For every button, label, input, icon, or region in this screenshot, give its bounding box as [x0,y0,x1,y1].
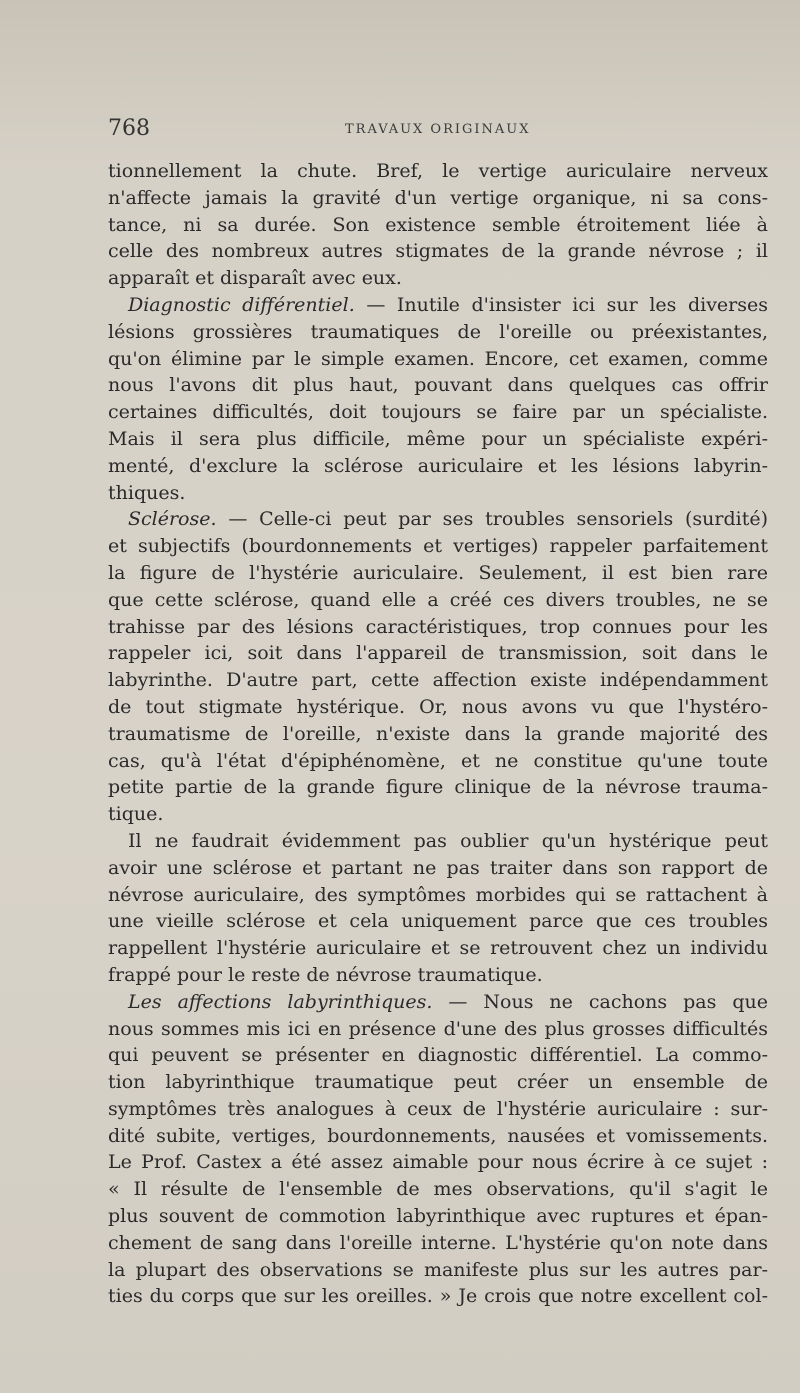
section-heading: Diagnostic différentiel. [128,293,355,316]
text-line [108,935,768,962]
line-text: avoir une sclérose et partant ne pas traiter dans son rapport de [108,856,768,879]
line-text: certaines difficultés, doit toujours se faire par un spécialiste. [108,401,768,424]
line-text: Il ne faudrait évidemment pas oublier qu'un hystérique peut [128,829,768,852]
line-text: nous l'avons dit plus haut, pouvant dans quelques cas offrir [108,374,768,397]
line-text: la plupart des observations se manifeste plus sur les autres par- [108,1258,768,1281]
line-text: nous sommes mis ici en présence d'une des plus grosses difficultés [108,1017,768,1040]
text-line [108,1123,768,1150]
text-line [108,185,768,212]
line-text: de tout stigmate hystérique. Or, nous avons vu que l'hystéro- [108,695,768,718]
text-line [108,238,768,265]
line-text: symptômes très analogues à ceux de l'hystérie auriculaire : sur- [108,1097,768,1120]
line-text: qui peuvent se présenter en diagnostic différentiel. La commo- [108,1044,768,1067]
line-text: Mais il sera plus difficile, même pour un spécialiste expéri- [108,427,768,450]
line-text: « Il résulte de l'ensemble de mes observations, qu'il s'agit le [108,1178,768,1201]
text-line [108,560,768,587]
text-line [108,453,768,480]
line-text: tionnellement la chute. Bref, le vertige auriculaire nerveux [108,160,768,182]
text-line [108,855,768,882]
text-line [108,908,768,935]
text-line [108,1257,768,1284]
running-title: TRAVAUX ORIGINAUX [345,122,531,137]
line-text: que cette sclérose, quand elle a créé ces divers troubles, ne se [108,588,768,611]
line-text: — Nous ne cachons pas que [432,990,768,1013]
text-line [108,426,768,453]
line-text: la figure de l'hystérie auriculaire. Seulement, il est bien rare [108,561,768,584]
text-line [108,292,768,319]
text-line [108,158,768,185]
text-line [108,1096,768,1123]
line-text: celle des nombreux autres stigmates de la grande névrose ; il [108,240,768,263]
line-text: Le Prof. Castex a été assez aimable pour nous écrire à ce sujet : [108,1151,768,1174]
text-line [108,372,768,399]
section-heading: Sclérose. [128,508,217,531]
text-line [108,667,768,694]
line-text: rappeler ici, soit dans l'appareil de transmission, soit dans le [108,642,768,665]
line-text: apparaît et disparaît avec eux. [108,267,402,290]
text-line [108,694,768,721]
line-text: menté, d'exclure la sclérose auriculaire et les lésions labyrin- [108,454,768,477]
body-text [108,158,768,1310]
text-line [108,506,768,533]
text-line [108,721,768,748]
line-text: petite partie de la grande figure clinique de la névrose trauma- [108,776,768,799]
text-line [108,1149,768,1176]
line-text: qu'on élimine par le simple examen. Encore, cet examen, comme [108,347,768,370]
page-header [108,116,768,146]
text-line [108,1016,768,1043]
line-text: et subjectifs (bourdonnements et vertiges) rappeler parfaitement [108,535,768,558]
line-text: tance, ni sa durée. Son existence semble étroitement liée à [108,213,768,236]
text-line [108,640,768,667]
text-line [108,399,768,426]
line-text: traumatisme de l'oreille, n'existe dans la grande majorité des [108,722,768,745]
line-text: une vieille sclérose et cela uniquement parce que ces troubles [108,910,768,933]
text-line [108,828,768,855]
line-text: — Inutile d'insister ici sur les diverses [354,293,768,316]
text-line [108,1176,768,1203]
text-line [108,212,768,239]
line-text: lésions grossières traumatiques de l'oreille ou préexistantes, [108,320,768,343]
text-line [108,265,768,292]
page-number: 768 [108,116,150,141]
line-text: ties du corps que sur les oreilles. » Je crois que notre excellent col- [108,1285,768,1308]
line-text: plus souvent de commotion labyrinthique avec ruptures et épan- [108,1205,768,1228]
line-text: trahisse par des lésions caractéristiques, trop connues pour les [108,615,768,638]
line-text: labyrinthe. D'autre part, cette affection existe indépendamment [108,669,768,692]
text-line [108,1069,768,1096]
text-line [108,533,768,560]
line-text: — Celle-ci peut par ses troubles sensoriels (surdité) [216,508,768,531]
text-line [108,962,768,989]
text-line [108,1230,768,1257]
text-line [108,319,768,346]
line-text: tique. [108,803,164,826]
line-text: chement de sang dans l'oreille interne. L'hystérie qu'on note dans [108,1231,768,1254]
text-line [108,1283,768,1310]
line-text: n'affecte jamais la gravité d'un vertige organique, ni sa cons- [108,186,768,209]
text-line [108,774,768,801]
text-line [108,346,768,373]
text-line [108,989,768,1016]
line-text: frappé pour le reste de névrose traumatique. [108,963,543,986]
text-line [108,748,768,775]
text-line [108,1042,768,1069]
text-line [108,587,768,614]
line-text: tion labyrinthique traumatique peut créer un ensemble de [108,1071,768,1094]
line-text: névrose auriculaire, des symptômes morbides qui se rattachent à [108,883,768,906]
text-line [108,614,768,641]
line-text: thiques. [108,481,186,504]
line-text: dité subite, vertiges, bourdonnements, nausées et vomissements. [108,1124,768,1147]
text-line [108,1203,768,1230]
line-text: rappellent l'hystérie auriculaire et se retrouvent chez un individu [108,937,768,960]
section-heading: Les affections labyrinthiques. [128,990,433,1013]
text-line [108,480,768,507]
line-text: cas, qu'à l'état d'épiphénomène, et ne constitue qu'une toute [108,749,768,772]
text-line [108,801,768,828]
text-line [108,882,768,909]
